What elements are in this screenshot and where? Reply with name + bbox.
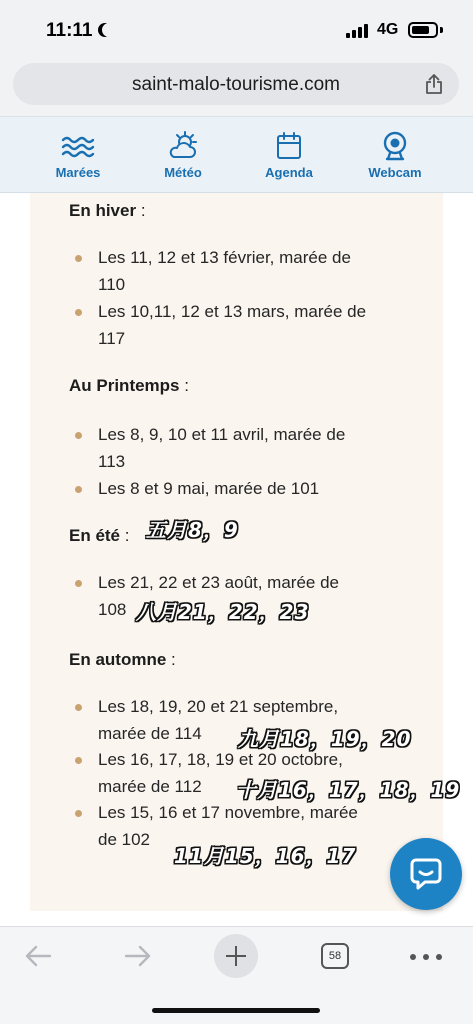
season-heading-ete <box>69 526 129 546</box>
bullet <box>75 757 82 764</box>
share-icon[interactable] <box>425 73 443 95</box>
season-suffix: : <box>136 201 146 220</box>
tabs-button[interactable]: 58 <box>321 943 349 969</box>
chat-button[interactable] <box>390 838 462 910</box>
season-suffix: : <box>179 376 189 395</box>
back-arrow-icon[interactable] <box>24 944 54 968</box>
list-item-line: Les 18, 19, 20 et 21 septembre, <box>98 697 339 716</box>
moon-icon <box>102 23 116 37</box>
list-item-line: Les 15, 16 et 17 novembre, marée <box>98 803 358 822</box>
network-type: 4G <box>377 21 399 38</box>
season-heading-printemps <box>69 376 189 396</box>
season-heading-hiver <box>69 201 146 221</box>
chat-icon <box>410 857 442 891</box>
new-tab-button[interactable] <box>214 934 258 978</box>
handwritten-note: 十月16，17，18，19 <box>236 778 461 802</box>
list-item-line: Les 16, 17, 18, 19 et 20 octobre, <box>98 750 343 769</box>
bullet <box>75 432 82 439</box>
url-text[interactable]: saint-malo-tourisme.com <box>132 74 340 95</box>
list-item-line: marée de 114 <box>98 724 202 743</box>
home-indicator <box>152 1008 320 1013</box>
bullet <box>75 486 82 493</box>
webcam-icon <box>378 131 412 161</box>
address-area <box>0 58 473 116</box>
status-time: 11:11 <box>46 20 93 41</box>
season-title: Au Printemps <box>69 376 180 395</box>
season-title: En hiver <box>69 201 137 220</box>
nav-item-agenda[interactable] <box>239 131 339 180</box>
season-heading-automne <box>69 650 176 670</box>
signal-icon <box>346 24 372 38</box>
bullet <box>75 309 82 316</box>
waves-icon <box>61 131 95 161</box>
handwritten-note: 五月8，9 <box>146 518 239 542</box>
list-item-line: Les 11, 12 et 13 février, marée de <box>98 248 351 267</box>
list-item-line: Les 8, 9, 10 et 11 avril, marée de <box>98 425 346 444</box>
list-item-line: Les 21, 22 et 23 août, marée de <box>98 573 340 592</box>
list-item-line: 108 <box>98 600 127 619</box>
bullet <box>75 580 82 587</box>
nav-item-meteo[interactable] <box>133 131 233 180</box>
bullet <box>75 704 82 711</box>
site-nav <box>0 116 473 193</box>
list-item-line: 113 <box>98 452 126 471</box>
list-item-line: Les 8 et 9 mai, marée de 101 <box>98 479 320 498</box>
season-suffix: : <box>120 526 130 545</box>
season-title: En automne <box>69 650 167 669</box>
nav-label-agenda: Agenda <box>265 165 313 180</box>
list-item-line: 117 <box>98 329 126 348</box>
bullet <box>75 255 82 262</box>
nav-label-webcam: Webcam <box>368 165 422 180</box>
season-title: En été <box>69 526 121 545</box>
list-item-line: Les 10,11, 12 et 13 mars, marée de <box>98 302 367 321</box>
list-item-line: de 102 <box>98 830 150 849</box>
handwritten-note: 11月15，16，17 <box>174 844 357 868</box>
list-item-line: marée de 112 <box>98 777 202 796</box>
calendar-icon <box>272 131 306 161</box>
status-bar <box>0 0 473 58</box>
bullet <box>75 810 82 817</box>
nav-label-marees: Marées <box>55 165 101 180</box>
list-item-line: 110 <box>98 275 126 294</box>
more-icon[interactable] <box>410 954 442 960</box>
forward-arrow-icon[interactable] <box>122 944 152 968</box>
nav-item-webcam[interactable] <box>345 131 445 180</box>
season-suffix: : <box>166 650 176 669</box>
weather-icon <box>166 131 200 161</box>
battery-tip <box>440 27 443 33</box>
battery-icon <box>408 22 438 38</box>
handwritten-note: 九月18，19，20 <box>238 727 412 751</box>
nav-item-marees[interactable] <box>28 131 128 180</box>
url-bar[interactable] <box>13 63 459 105</box>
handwritten-note: 八月21，22，23 <box>136 600 310 624</box>
nav-label-meteo: Météo <box>164 165 202 180</box>
